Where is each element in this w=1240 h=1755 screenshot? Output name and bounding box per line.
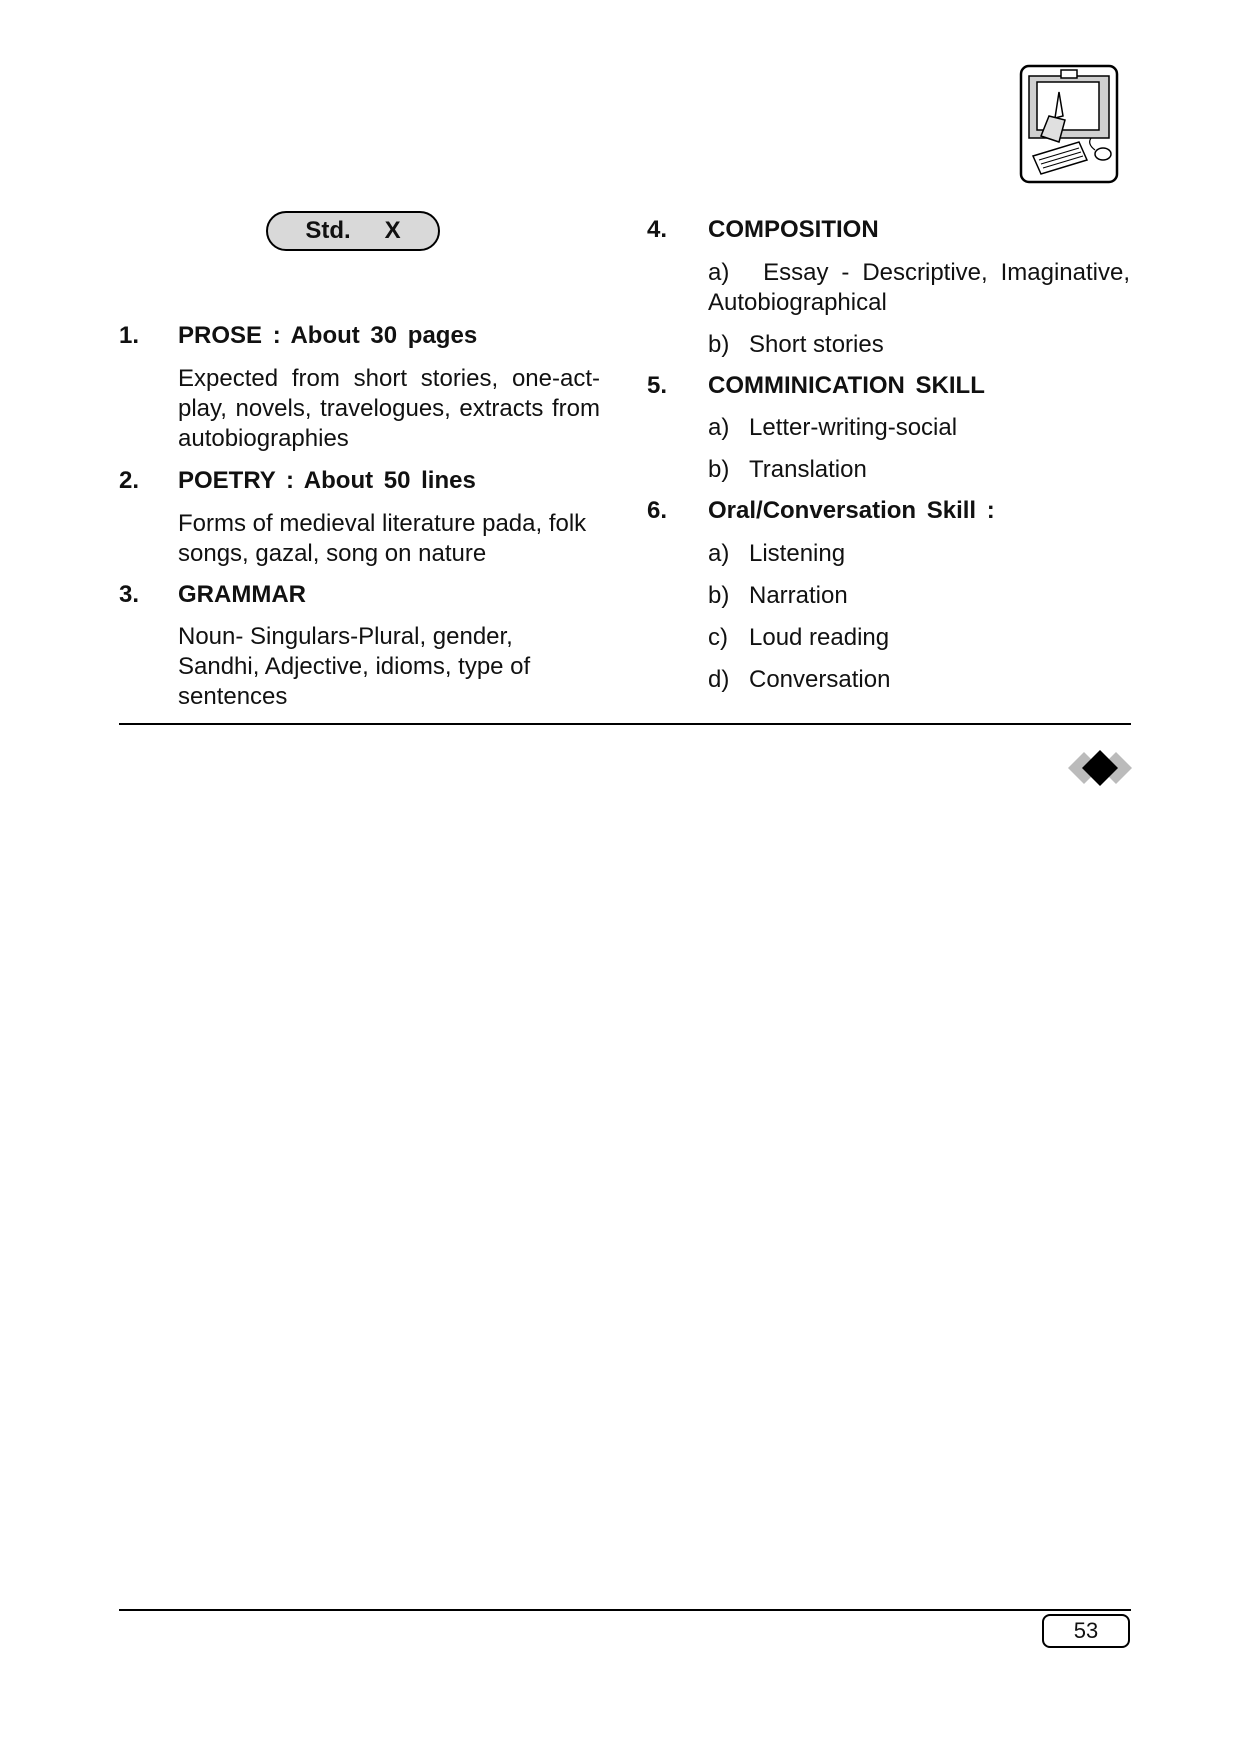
list-item bbox=[708, 581, 1130, 611]
section-title-oral: Oral/Conversation Skill : bbox=[708, 497, 995, 524]
section-number: 3. bbox=[119, 581, 140, 608]
item-text: Translation bbox=[749, 456, 867, 483]
item-text: Short stories bbox=[749, 331, 884, 358]
section-number: 2. bbox=[119, 467, 140, 494]
item-text: Letter-writing-social bbox=[749, 414, 958, 441]
diamond-ornament-icon bbox=[1068, 748, 1132, 788]
page-number bbox=[1042, 1614, 1130, 1648]
section-number: 1. bbox=[119, 322, 140, 349]
list-item bbox=[708, 623, 1130, 653]
section-title-poetry: POETRY : About 50 lines bbox=[178, 467, 476, 494]
list-item bbox=[708, 330, 1130, 360]
computer-drawing-icon bbox=[1019, 64, 1119, 184]
section-title-prose: PROSE : About 30 pages bbox=[178, 322, 478, 349]
section-number: 6. bbox=[647, 497, 668, 524]
section-body-prose: Expected from short stories, one-act-play, novels, travelogues, extracts from autobiographies bbox=[178, 365, 600, 452]
item-label: a) bbox=[708, 540, 730, 567]
section-divider bbox=[119, 723, 1131, 725]
item-label: a) bbox=[708, 414, 730, 441]
item-text: Conversation bbox=[749, 666, 891, 693]
item-text: Loud reading bbox=[749, 624, 890, 651]
list-item bbox=[708, 665, 1130, 695]
section-number: 4. bbox=[647, 216, 668, 243]
std-badge bbox=[266, 211, 440, 251]
section-number: 5. bbox=[647, 372, 668, 399]
item-text: Essay - Descriptive, Imaginative, Autobiographical bbox=[708, 259, 1130, 316]
item-label: c) bbox=[708, 624, 728, 651]
std-value: X bbox=[384, 217, 401, 244]
item-text: Listening bbox=[749, 540, 846, 567]
section-title-composition: COMPOSITION bbox=[708, 216, 879, 243]
item-label: b) bbox=[708, 582, 730, 609]
item-text: Narration bbox=[749, 582, 848, 609]
footer-divider bbox=[119, 1609, 1131, 1611]
item-label: b) bbox=[708, 456, 730, 483]
section-body-grammar: Noun- Singulars-Plural, gender, Sandhi, Adjective, idioms, type of sentences bbox=[178, 623, 531, 710]
section-title-grammar: GRAMMAR bbox=[178, 581, 306, 608]
item-label: d) bbox=[708, 666, 730, 693]
list-item bbox=[708, 258, 1130, 318]
item-label: b) bbox=[708, 331, 730, 358]
item-label: a) bbox=[708, 259, 730, 286]
list-item bbox=[708, 455, 1130, 485]
page-number-text: 53 bbox=[1073, 1618, 1099, 1643]
list-item bbox=[708, 413, 1130, 443]
list-item bbox=[708, 539, 1130, 569]
std-label: Std. bbox=[305, 217, 351, 244]
section-body-poetry: Forms of medieval literature pada, folk songs, gazal, song on nature bbox=[178, 510, 587, 567]
section-title-communication: COMMINICATION SKILL bbox=[708, 372, 985, 399]
